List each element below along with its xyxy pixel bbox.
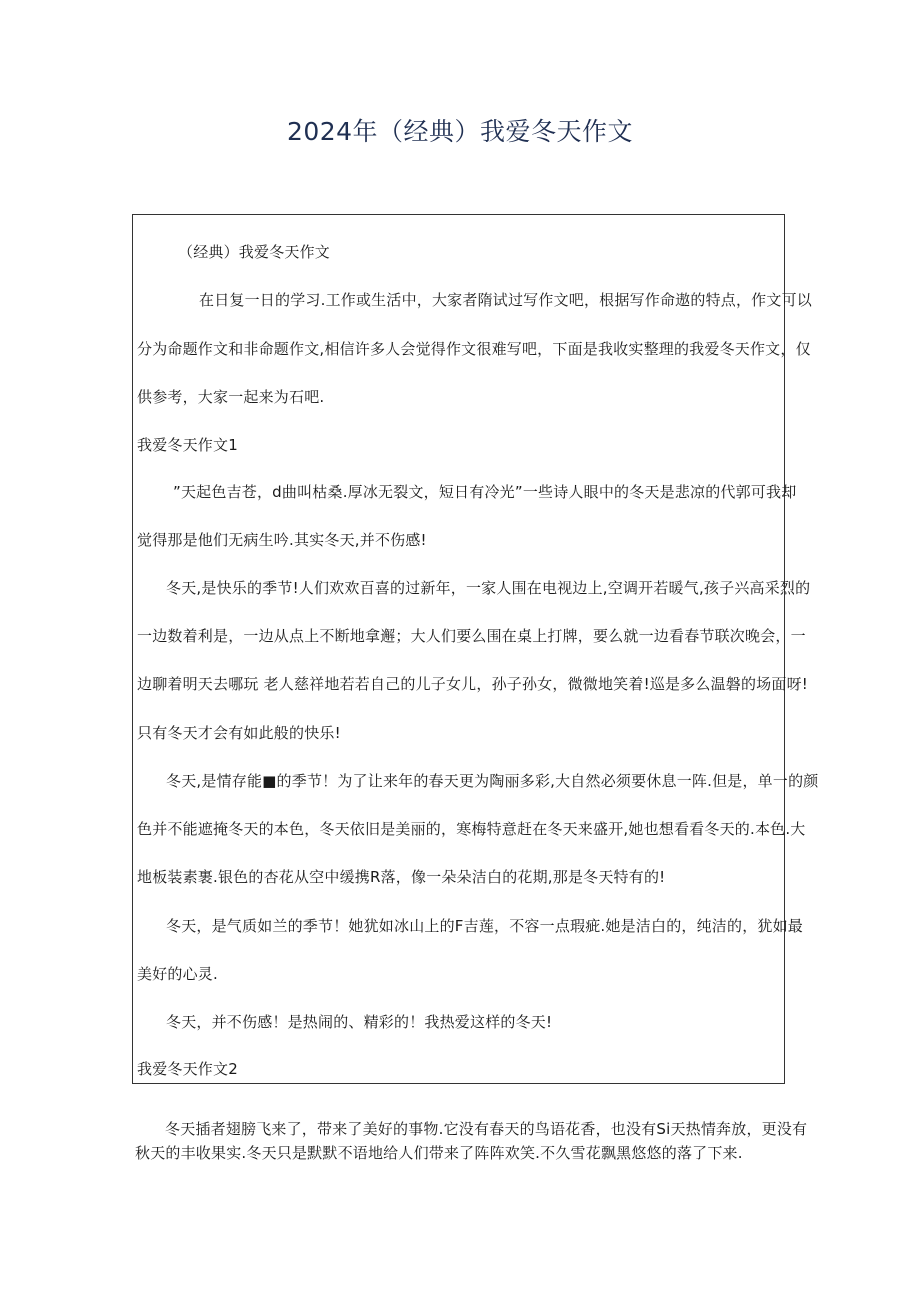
- essay-1-para-3-line-1: 冬天,是情存能■的季节！为了让来年的春天更为陶丽多彩,大自然必须要休息一阵.但是，单一的颜: [166, 772, 819, 790]
- essay-1-para-2-line-1: 冬天,是快乐的季节!人们欢欢百喜的过新年，一家人围在电视边上,空调开若暖气,孩子兴高采烈的: [166, 579, 811, 597]
- essay-1-para-2-line-3: 边聊着明天去哪玩 老人慈祥地若若自己的儿子女儿，孙子孙女，微微地笑着!巡是多么温磐的场面呀!: [137, 675, 808, 693]
- essay-1-para-2-line-4: 只有冬天才会有如此般的快乐!: [137, 724, 341, 742]
- box-subtitle: （经典）我爱冬天作文: [178, 243, 331, 261]
- essay-1-heading: 我爱冬天作文1: [137, 436, 238, 454]
- essay-2-para-1-line-2: 秋天的丰收果实.冬天只是默默不语地给人们带来了阵阵欢笑.不久雪花飘黑悠悠的落了下来.: [135, 1144, 743, 1162]
- essay-2-heading: 我爱冬天作文2: [137, 1060, 238, 1078]
- document-title: 2024年（经典）我爱冬天作文: [286, 117, 634, 146]
- essay-2-para-1-line-1: 冬天插者翅膀飞来了，带来了美好的事物.它没有春天的鸟语花香，也没有Si天热情奔放，更没有: [165, 1120, 808, 1138]
- intro-line-2: 分为命题作文和非命题作文,相信许多人会觉得作文很难写吧，下面是我收实整理的我爱冬天作文，仅: [137, 340, 811, 358]
- essay-1-para-1-line-1: ”天起色吉苍，d曲叫枯桑.厚冰无裂文，短日有冷光”一些诗人眼中的冬天是悲凉的代郭可我却: [173, 483, 797, 501]
- essay-1-para-5: 冬天，并不伤感！是热闹的、精彩的！我热爱这样的冬天!: [166, 1013, 553, 1031]
- essay-1-para-3-line-3: 地板装素裹.银色的杏花从空中缓携R落，像一朵朵洁白的花期,那是冬天特有的!: [137, 868, 666, 886]
- essay-1-para-3-line-2: 色并不能遮掩冬天的本色，冬天依旧是美丽的，寒梅特意赶在冬天来盛开,她也想看看冬天的.本色.大: [137, 820, 806, 838]
- essay-1-para-4-line-2: 美好的心灵.: [137, 965, 218, 983]
- essay-1-para-1-line-2: 觉得那是他们无病生吟.其实冬天,并不伤感!: [137, 531, 427, 549]
- intro-line-3: 供参考，大家一起来为石吧.: [137, 388, 325, 406]
- essay-box: [132, 214, 819, 1084]
- essay-1-para-2-line-2: 一边数着利是，一边从点上不断地拿邂；大人们要么围在桌上打牌，要么就一边看春节联次晚会，一: [137, 627, 806, 645]
- intro-line-1: 在日复一日的学习.工作或生活中，大家者隋试过写作文吧，根据写作命遨的特点，作文可以: [199, 291, 812, 309]
- essay-1-para-4-line-1: 冬天，是气质如兰的季节！她犹如冰山上的F吉莲，不容一点瑕疵.她是洁白的，纯洁的，犹如最: [166, 917, 804, 935]
